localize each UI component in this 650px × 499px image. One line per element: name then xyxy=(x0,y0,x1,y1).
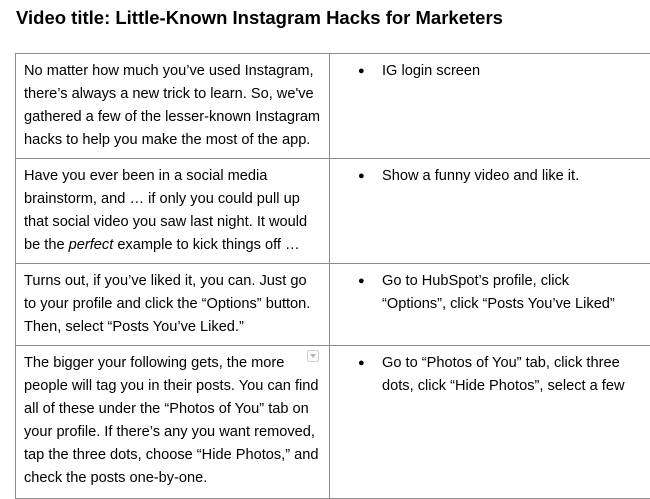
visual-line: Go to HubSpot’s profile, click xyxy=(382,270,650,293)
script-line: people will tag you in their posts. You can find xyxy=(24,375,321,398)
visual-line: IG login screen xyxy=(382,60,650,83)
script-line: check the posts one-by-one. xyxy=(24,467,321,490)
script-line: No matter how much you’ve used Instagram, xyxy=(24,60,321,83)
script-line: gathered a few of the lesser-known Instagram xyxy=(24,106,321,129)
bullet-icon: ● xyxy=(358,352,365,375)
visual-cell[interactable] xyxy=(330,54,650,159)
script-line xyxy=(24,234,321,257)
chevron-down-icon[interactable] xyxy=(307,350,319,362)
script-line: your profile. If there’s any you want removed, xyxy=(24,421,321,444)
visual-cell[interactable] xyxy=(330,346,650,499)
table-row xyxy=(16,159,650,264)
visual-line: Go to “Photos of You” tab, click three xyxy=(382,352,650,375)
visual-cell[interactable] xyxy=(330,159,650,264)
script-line: there’s always a new trick to learn. So, we've xyxy=(24,83,321,106)
bullet-icon: ● xyxy=(358,270,365,293)
script-table xyxy=(15,53,650,499)
script-line: to your profile and click the “Options” button. xyxy=(24,293,321,316)
script-cell[interactable] xyxy=(16,159,330,264)
script-line: Then, select “Posts You’ve Liked.” xyxy=(24,316,321,339)
emphasis-text: perfect xyxy=(69,237,114,253)
bullet-icon: ● xyxy=(358,60,365,83)
list-item xyxy=(358,270,650,316)
script-text: be the xyxy=(24,237,69,253)
script-line: hacks to help you make the most of the app. xyxy=(24,129,321,152)
script-cell[interactable] xyxy=(16,54,330,159)
table-row xyxy=(16,264,650,346)
script-text: example to kick things off … xyxy=(113,237,299,253)
visual-line: “Options”, click “Posts You’ve Liked” xyxy=(382,293,650,316)
script-cell[interactable] xyxy=(16,264,330,346)
script-line: brainstorm, and … if only you could pull up xyxy=(24,188,321,211)
visual-cell[interactable] xyxy=(330,264,650,346)
list-item xyxy=(358,60,650,83)
script-line: Have you ever been in a social media xyxy=(24,165,321,188)
visual-line: Show a funny video and like it. xyxy=(382,165,650,188)
script-line: Turns out, if you’ve liked it, you can. Just go xyxy=(24,270,321,293)
script-line: The bigger your following gets, the more xyxy=(24,352,321,375)
script-line: all of these under the “Photos of You” tab on xyxy=(24,398,321,421)
visual-line: dots, click “Hide Photos”, select a few xyxy=(382,375,650,398)
document-title: Video title: Little-Known Instagram Hacks for Marketers xyxy=(16,7,503,29)
script-line: that social video you saw last night. It would xyxy=(24,211,321,234)
list-item xyxy=(358,352,650,398)
script-line: tap the three dots, choose “Hide Photos,” and xyxy=(24,444,321,467)
list-item xyxy=(358,165,650,188)
script-cell[interactable] xyxy=(16,346,330,499)
table-row xyxy=(16,346,650,499)
table-row xyxy=(16,54,650,159)
bullet-icon: ● xyxy=(358,165,365,188)
